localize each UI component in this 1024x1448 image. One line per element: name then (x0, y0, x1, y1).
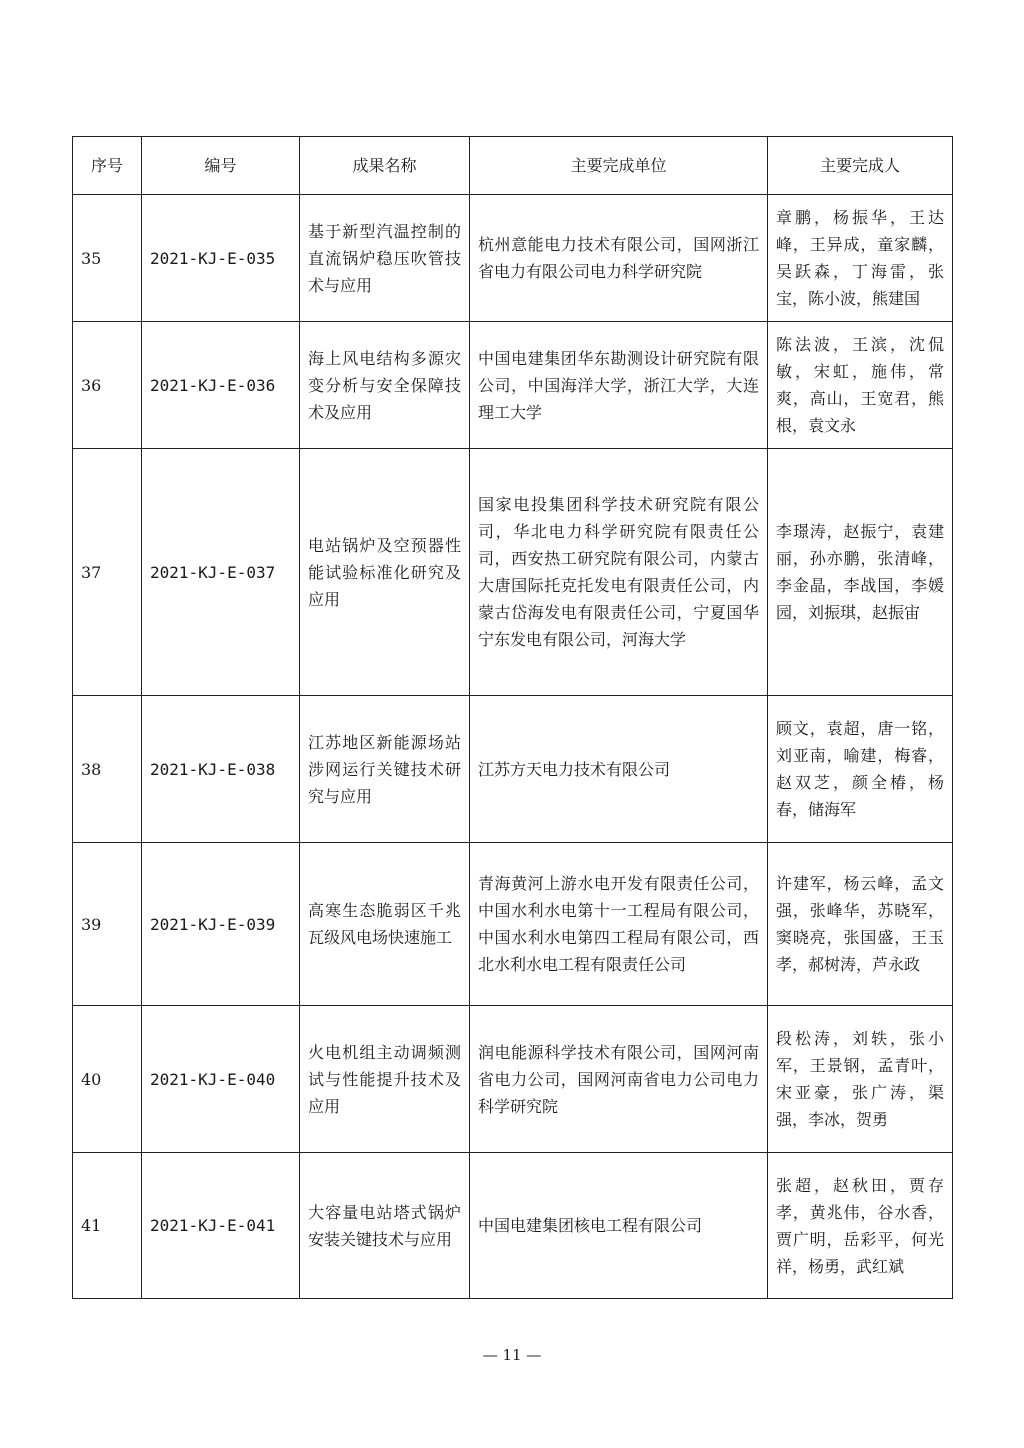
header-code: 编号 (142, 137, 300, 195)
table-row (73, 1006, 953, 1153)
row-name: 大容量电站塔式锅炉安装关键技术与应用 (300, 1153, 470, 1299)
header-units: 主要完成单位 (470, 137, 768, 195)
table-row (73, 322, 953, 449)
row-code: 2021-KJ-E-035 (142, 195, 300, 322)
table-row (73, 843, 953, 1006)
row-units: 江苏方天电力技术有限公司 (470, 696, 768, 843)
row-seq: 41 (73, 1153, 142, 1299)
table-row (73, 1153, 953, 1299)
row-people: 张超，赵秋田，贾存孝，黄兆伟，谷水香，贾广明，岳彩平，何光祥，杨勇，武红斌 (768, 1153, 953, 1299)
row-seq: 39 (73, 843, 142, 1006)
table-row (73, 449, 953, 696)
page-number: — 11 — (482, 1346, 542, 1364)
row-units: 青海黄河上游水电开发有限责任公司，中国水利水电第十一工程局有限公司，中国水利水电第四工程局有限公司，西北水利水电工程有限责任公司 (470, 843, 768, 1006)
row-people: 章鹏，杨振华，王达峰，王异成，童家麟，吴跃森，丁海雷，张宝，陈小波，熊建国 (768, 195, 953, 322)
row-name: 海上风电结构多源灾变分析与安全保障技术及应用 (300, 322, 470, 449)
row-units: 润电能源科学技术有限公司，国网河南省电力公司，国网河南省电力公司电力科学研究院 (470, 1006, 768, 1153)
row-code: 2021-KJ-E-040 (142, 1006, 300, 1153)
row-seq: 40 (73, 1006, 142, 1153)
header-row (73, 137, 953, 195)
row-code: 2021-KJ-E-041 (142, 1153, 300, 1299)
achievement-table (72, 136, 953, 1299)
row-units: 国家电投集团科学技术研究院有限公司，华北电力科学研究院有限责任公司，西安热工研究院有限公司，内蒙古大唐国际托克托发电有限责任公司，内蒙古岱海发电有限责任公司，宁夏国华宁东发电有限公司，河海大学 (470, 449, 768, 696)
row-people: 陈法波，王滨，沈侃敏，宋虹，施伟，常爽，高山，王宽君，熊根，袁文永 (768, 322, 953, 449)
row-units: 中国电建集团核电工程有限公司 (470, 1153, 768, 1299)
row-code: 2021-KJ-E-039 (142, 843, 300, 1006)
table-row (73, 696, 953, 843)
row-code: 2021-KJ-E-038 (142, 696, 300, 843)
header-seq: 序号 (73, 137, 142, 195)
row-units: 中国电建集团华东勘测设计研究院有限公司，中国海洋大学，浙江大学，大连理工大学 (470, 322, 768, 449)
row-units: 杭州意能电力技术有限公司，国网浙江省电力有限公司电力科学研究院 (470, 195, 768, 322)
header-name: 成果名称 (300, 137, 470, 195)
row-name: 电站锅炉及空预器性能试验标准化研究及应用 (300, 449, 470, 696)
row-code: 2021-KJ-E-037 (142, 449, 300, 696)
table-row (73, 195, 953, 322)
row-seq: 38 (73, 696, 142, 843)
row-name: 火电机组主动调频测试与性能提升技术及应用 (300, 1006, 470, 1153)
row-name: 高寒生态脆弱区千兆瓦级风电场快速施工 (300, 843, 470, 1006)
row-seq: 36 (73, 322, 142, 449)
row-people: 许建军，杨云峰，孟文强，张峰华，苏晓军，窦晓亮，张国盛，王玉孝，郝树涛，芦永政 (768, 843, 953, 1006)
row-seq: 35 (73, 195, 142, 322)
row-people: 顾文，袁超，唐一铭，刘亚南，喻建，梅睿，赵双芝，颜全椿，杨春，储海军 (768, 696, 953, 843)
row-people: 李璟涛，赵振宁，袁建丽，孙亦鹏，张清峰，李金晶，李战国，李媛园，刘振琪，赵振宙 (768, 449, 953, 696)
row-name: 江苏地区新能源场站涉网运行关键技术研究与应用 (300, 696, 470, 843)
row-code: 2021-KJ-E-036 (142, 322, 300, 449)
row-seq: 37 (73, 449, 142, 696)
header-people: 主要完成人 (768, 137, 953, 195)
row-name: 基于新型汽温控制的直流锅炉稳压吹管技术与应用 (300, 195, 470, 322)
row-people: 段松涛，刘轶，张小军，王景钢，孟青叶，宋亚豪，张广涛，渠强，李冰，贺勇 (768, 1006, 953, 1153)
